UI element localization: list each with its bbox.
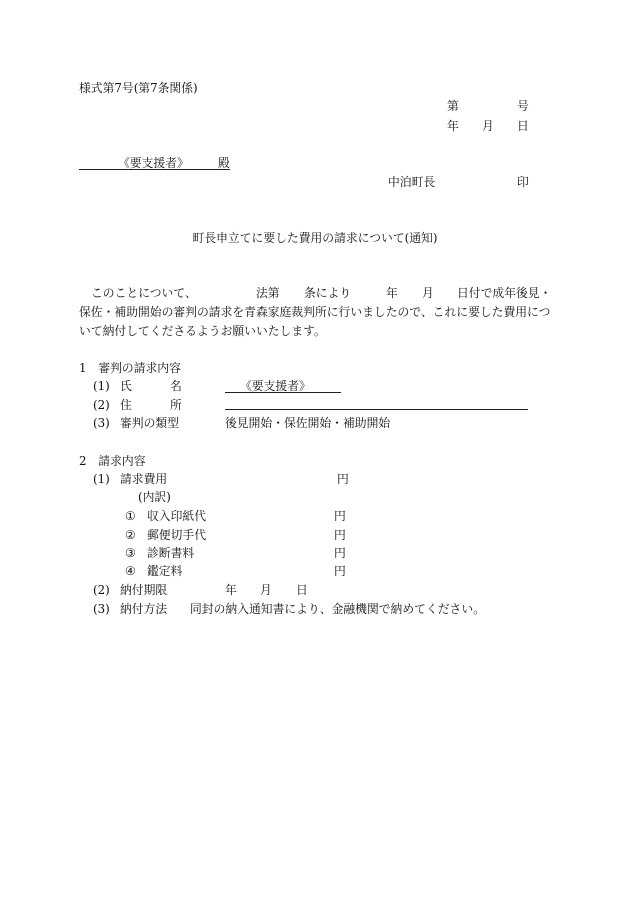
section-2-heading: 2 請求内容 [79,454,146,468]
name-label-char-2: 名 [170,379,182,393]
date-month: 月 [482,119,494,133]
addressee-underline [79,169,230,170]
breakdown-number: ② [125,528,136,542]
breakdown-number: ③ [125,546,136,560]
breakdown-number: ① [125,509,136,523]
item-number: (3) [93,416,110,430]
breakdown-item-unit: 円 [334,546,346,560]
addressee-name: 《要支援者》 [118,156,189,170]
item-number: (2) [93,583,110,597]
item-number: (1) [93,379,110,393]
name-underline [225,392,341,393]
reference-number-prefix: 第 [447,99,459,113]
address-label-char-2: 所 [170,398,182,412]
breakdown-item-label: 収入印紙代 [147,509,206,523]
addressee-honorific: 殿 [218,156,230,170]
body-intro: このことについて、 [91,286,197,300]
body-line-3: いて納付してくださるようお願いいたします。 [79,324,326,338]
document-title: 町長申立てに要した費用の請求について(通知) [192,231,438,245]
body-year: 年 [386,286,398,300]
fee-unit: 円 [337,472,349,486]
breakdown-item-unit: 円 [334,564,346,578]
deadline-label: 納付期限 [120,583,168,597]
body-day: 日付で成年後見・ [457,286,552,300]
body-month: 月 [422,286,434,300]
item-number: (3) [93,602,110,616]
form-number: 様式第7号(第7条関係) [79,81,198,95]
address-label-char-1: 住 [120,398,132,412]
fee-label: 請求費用 [120,472,168,486]
item-number: (1) [93,472,110,486]
breakdown-label: (内訳) [138,490,171,504]
petition-type-label: 審判の類型 [120,416,179,430]
reference-number-suffix: 号 [517,99,529,113]
deadline-month: 月 [260,583,272,597]
name-value: 《要支援者》 [240,379,311,393]
breakdown-number: ④ [125,564,136,578]
body-law: 法第 [256,286,280,300]
breakdown-item-label: 診断書料 [147,546,195,560]
deadline-day: 日 [296,583,308,597]
address-underline [225,409,528,410]
body-article: 条により [304,286,352,300]
petition-type-value: 後見開始・保佐開始・補助開始 [225,416,391,430]
item-number: (2) [93,398,110,412]
breakdown-item-unit: 円 [334,528,346,542]
body-line-2: 保佐・補助開始の審判の請求を青森家庭裁判所に行いましたので、これに要した費用につ [79,305,551,319]
breakdown-item-label: 郵便切手代 [147,528,206,542]
section-1-heading: 1 審判の請求内容 [79,361,181,375]
payment-method-label: 納付方法 [120,602,168,616]
date-day: 日 [517,119,529,133]
name-label-char-1: 氏 [120,379,132,393]
date-year: 年 [447,119,459,133]
breakdown-item-label: 鑑定料 [147,564,183,578]
breakdown-item-unit: 円 [334,509,346,523]
sender-title: 中泊町長 [388,175,436,189]
payment-method-value: 同封の納入通知書により、金融機関で納めてください。 [190,602,485,616]
deadline-year: 年 [225,583,237,597]
seal-mark: 印 [517,175,529,189]
